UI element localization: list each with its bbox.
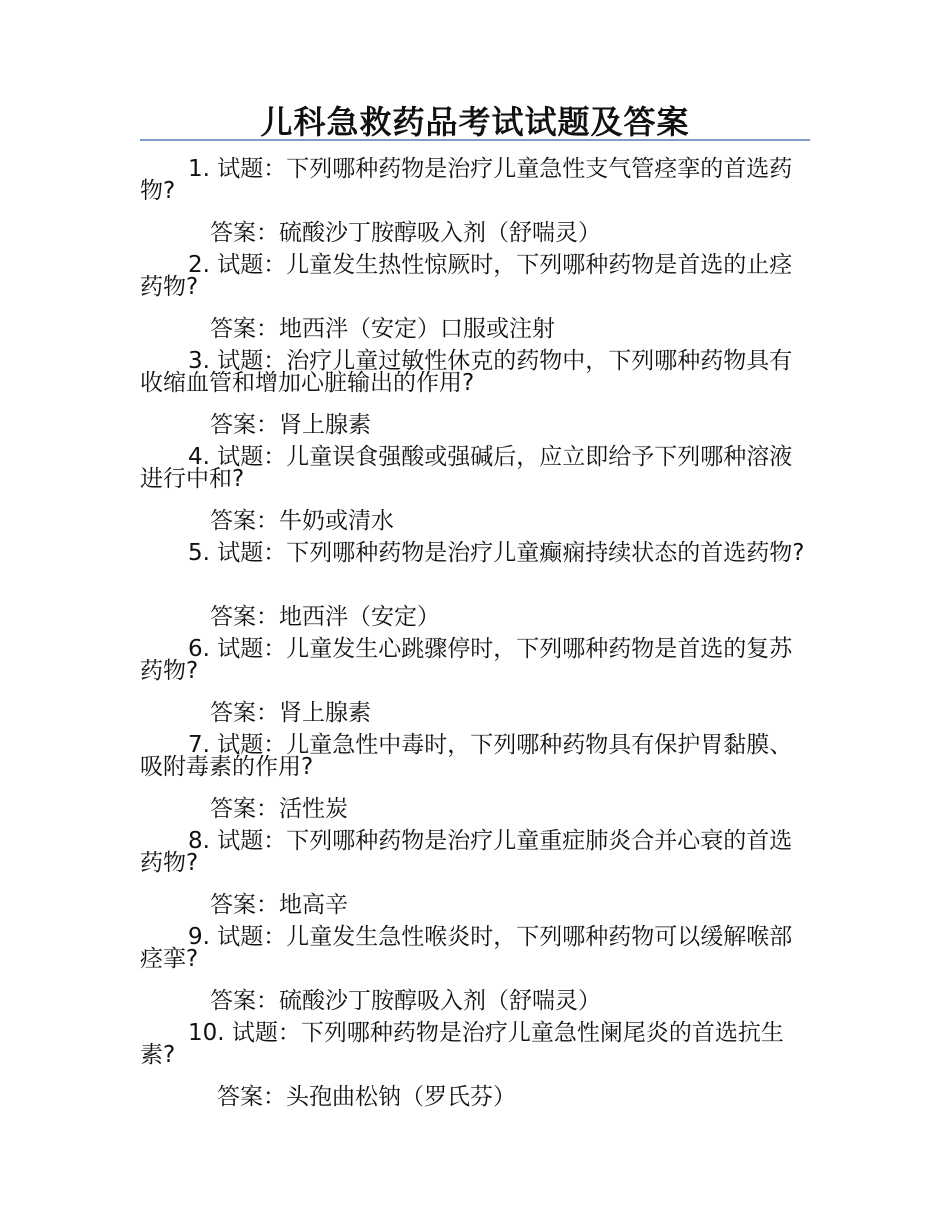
answer-text: 答案：地西泮（安定）口服或注射 (210, 316, 555, 342)
question-text: 3. 试题：治疗儿童过敏性休克的药物中，下列哪种药物具有收缩血管和增加心脏输出的作用? (140, 348, 793, 396)
qa-item-10 (140, 1022, 820, 1118)
document-title: 儿科急救药品考试试题及答案 (260, 103, 690, 141)
qa-item-4 (140, 446, 820, 542)
answer-text: 答案：头孢曲松钠（罗氏芬） (217, 1084, 516, 1110)
qa-item-9 (140, 926, 820, 1022)
question-text: 8. 试题：下列哪种药物是治疗儿童重症肺炎合并心衰的首选药物? (140, 828, 793, 876)
answer-text: 答案：硫酸沙丁胺醇吸入剂（舒喘灵） (210, 220, 601, 246)
qa-item-1 (140, 158, 820, 254)
qa-item-3 (140, 350, 820, 446)
qa-item-2 (140, 254, 820, 350)
qa-item-5 (140, 542, 820, 638)
question-text: 2. 试题：儿童发生热性惊厥时，下列哪种药物是首选的止痉药物? (140, 252, 793, 300)
question-text: 5. 试题：下列哪种药物是治疗儿童癫痫持续状态的首选药物? (188, 540, 805, 566)
question-text: 10. 试题：下列哪种药物是治疗儿童急性阑尾炎的首选抗生素? (140, 1020, 784, 1068)
question-text: 6. 试题：儿童发生心跳骤停时，下列哪种药物是首选的复苏药物? (140, 636, 793, 684)
qa-item-8 (140, 830, 820, 926)
answer-text: 答案：硫酸沙丁胺醇吸入剂（舒喘灵） (210, 988, 601, 1014)
answer-text: 答案：肾上腺素 (210, 412, 371, 438)
answer-text: 答案：地西泮（安定） (210, 604, 440, 630)
qa-item-6 (140, 638, 820, 734)
answer-text: 答案：地高辛 (210, 892, 348, 918)
question-list (140, 158, 820, 1118)
answer-text: 答案：活性炭 (210, 796, 348, 822)
question-text: 1. 试题：下列哪种药物是治疗儿童急性支气管痉挛的首选药物? (140, 156, 793, 204)
question-text: 4. 试题：儿童误食强酸或强碱后，应立即给予下列哪种溶液进行中和? (140, 444, 793, 492)
question-text: 9. 试题：儿童发生急性喉炎时，下列哪种药物可以缓解喉部痉挛? (140, 924, 793, 972)
title-underline (140, 139, 810, 141)
qa-item-7 (140, 734, 820, 830)
answer-text: 答案：牛奶或清水 (210, 508, 394, 534)
question-text: 7. 试题：儿童急性中毒时，下列哪种药物具有保护胃黏膜、吸附毒素的作用? (140, 732, 793, 780)
answer-text: 答案：肾上腺素 (210, 700, 371, 726)
